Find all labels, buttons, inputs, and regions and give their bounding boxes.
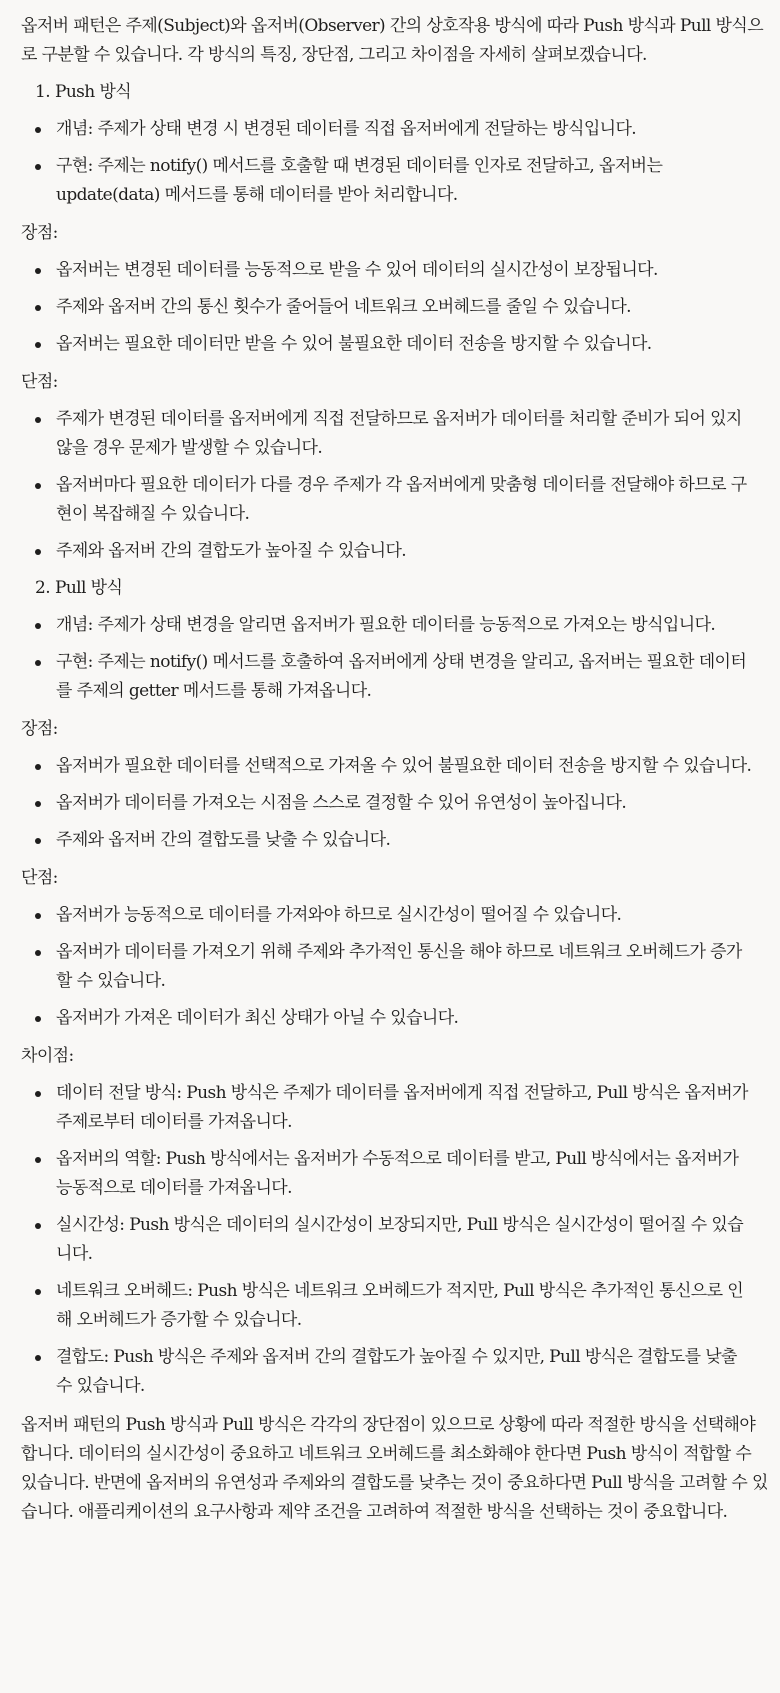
list-item: 옵저버는 변경된 데이터를 능동적으로 받을 수 있어 데이터의 실시간성이 보장됩니다. [21,256,768,285]
pull-pros-label: 장점: [21,719,58,739]
bullet-icon [35,1157,41,1163]
list-item: 옵저버마다 필요한 데이터가 다를 경우 주제가 각 옵저버에게 맞춤형 데이터를 전달해야 하므로 구현이 복잡해질 수 있습니다. [21,471,768,529]
bullet-icon [35,660,41,666]
differences-list [21,1079,768,1401]
intro-paragraph: 옵저버 패턴은 주제(Subject)와 옵저버(Observer) 간의 상호작용 방식에 따라 Push 방식과 Pull 방식으로 구분할 수 있습니다. 각 방식의 특징, 장단점, 그리고 차이점을 자세히 살펴보겠습니다. [21,16,764,65]
list-item: 옵저버가 필요한 데이터를 선택적으로 가져올 수 있어 불필요한 데이터 전송을 방지할 수 있습니다. [21,752,768,781]
pull-pros-list [21,752,768,855]
push-definition-list [21,115,768,210]
list-item: 옵저버의 역할: Push 방식에서는 옵저버가 수동적으로 데이터를 받고, Pull 방식에서는 옵저버가 능동적으로 데이터를 가져옵니다. [21,1145,768,1203]
list-item: 구현: 주제는 notify() 메서드를 호출하여 옵저버에게 상태 변경을 알리고, 옵저버는 필요한 데이터를 주제의 getter 메서드를 통해 가져옵니다. [21,648,768,706]
bullet-icon [35,305,41,311]
pull-definition-list [21,611,768,706]
push-pros-list [21,256,768,359]
bullet-icon [35,838,41,844]
list-item: 옵저버가 능동적으로 데이터를 가져와야 하므로 실시간성이 떨어질 수 있습니다. [21,901,768,930]
pull-cons-list [21,901,768,1033]
pull-cons-label: 단점: [21,868,58,888]
list-item: 구현: 주제는 notify() 메서드를 호출할 때 변경된 데이터를 인자로 전달하고, 옵저버는 update(data) 메서드를 통해 데이터를 받아 처리합니다. [21,152,768,210]
list-item: 옵저버가 가져온 데이터가 최신 상태가 아닐 수 있습니다. [21,1004,768,1033]
list-item: 네트워크 오버헤드: Push 방식은 네트워크 오버헤드가 적지만, Pull 방식은 추가적인 통신으로 인해 오버헤드가 증가할 수 있습니다. [21,1277,768,1335]
section-heading-pull [35,574,768,603]
bullet-icon [35,764,41,770]
bullet-icon [35,950,41,956]
list-item: 결합도: Push 방식은 주제와 옵저버 간의 결합도가 높아질 수 있지만, Pull 방식은 결합도를 낮출 수 있습니다. [21,1343,768,1401]
section-number: 2. [35,578,51,598]
bullet-icon [35,1223,41,1229]
list-item: 옵저버가 데이터를 가져오기 위해 주제와 추가적인 통신을 해야 하므로 네트워크 오버헤드가 증가할 수 있습니다. [21,938,768,996]
push-cons-list [21,405,768,566]
section-title: Push 방식 [55,82,132,102]
bullet-icon [35,1289,41,1295]
list-item: 주제와 옵저버 간의 결합도가 높아질 수 있습니다. [21,537,768,566]
differences-label: 차이점: [21,1046,74,1066]
list-item: 옵저버는 필요한 데이터만 받을 수 있어 불필요한 데이터 전송을 방지할 수 있습니다. [21,330,768,359]
section-heading-push [35,78,768,107]
bullet-icon [35,1091,41,1097]
list-item: 개념: 주제가 상태 변경을 알리면 옵저버가 필요한 데이터를 능동적으로 가져오는 방식입니다. [21,611,768,640]
bullet-icon [35,1355,41,1361]
bullet-icon [35,483,41,489]
list-item: 주제와 옵저버 간의 결합도를 낮출 수 있습니다. [21,826,768,855]
bullet-icon [35,127,41,133]
list-item: 주제가 변경된 데이터를 옵저버에게 직접 전달하므로 옵저버가 데이터를 처리할 준비가 되어 있지 않을 경우 문제가 발생할 수 있습니다. [21,405,768,463]
bullet-icon [35,268,41,274]
section-title: Pull 방식 [55,578,123,598]
section-number: 1. [35,82,51,102]
conclusion-paragraph: 옵저버 패턴의 Push 방식과 Pull 방식은 각각의 장단점이 있으므로 상황에 따라 적절한 방식을 선택해야 합니다. 데이터의 실시간성이 중요하고 네트워크 오버헤드를 최소화해야 한다면 Push 방식이 적합할 수 있습니다. 반면에 옵저버의 유연성과 주제와의 결합도를 낮추는 것이 중요하다면 Pull 방식을 고려할 수 있습니다. 애플리케이션의 요구사항과 제약 조건을 고려하여 적절한 방식을 선택하는 것이 중요합니다. [21,1415,768,1522]
list-item: 실시간성: Push 방식은 데이터의 실시간성이 보장되지만, Pull 방식은 실시간성이 떨어질 수 있습니다. [21,1211,768,1269]
bullet-icon [35,913,41,919]
bullet-icon [35,164,41,170]
list-item: 개념: 주제가 상태 변경 시 변경된 데이터를 직접 옵저버에게 전달하는 방식입니다. [21,115,768,144]
push-cons-label: 단점: [21,372,58,392]
bullet-icon [35,417,41,423]
list-item: 옵저버가 데이터를 가져오는 시점을 스스로 결정할 수 있어 유연성이 높아집니다. [21,789,768,818]
bullet-icon [35,549,41,555]
bullet-icon [35,1016,41,1022]
list-item: 데이터 전달 방식: Push 방식은 주제가 데이터를 옵저버에게 직접 전달하고, Pull 방식은 옵저버가 주제로부터 데이터를 가져옵니다. [21,1079,768,1137]
list-item: 주제와 옵저버 간의 통신 횟수가 줄어들어 네트워크 오버헤드를 줄일 수 있습니다. [21,293,768,322]
bullet-icon [35,623,41,629]
bullet-icon [35,342,41,348]
push-pros-label: 장점: [21,223,58,243]
bullet-icon [35,801,41,807]
